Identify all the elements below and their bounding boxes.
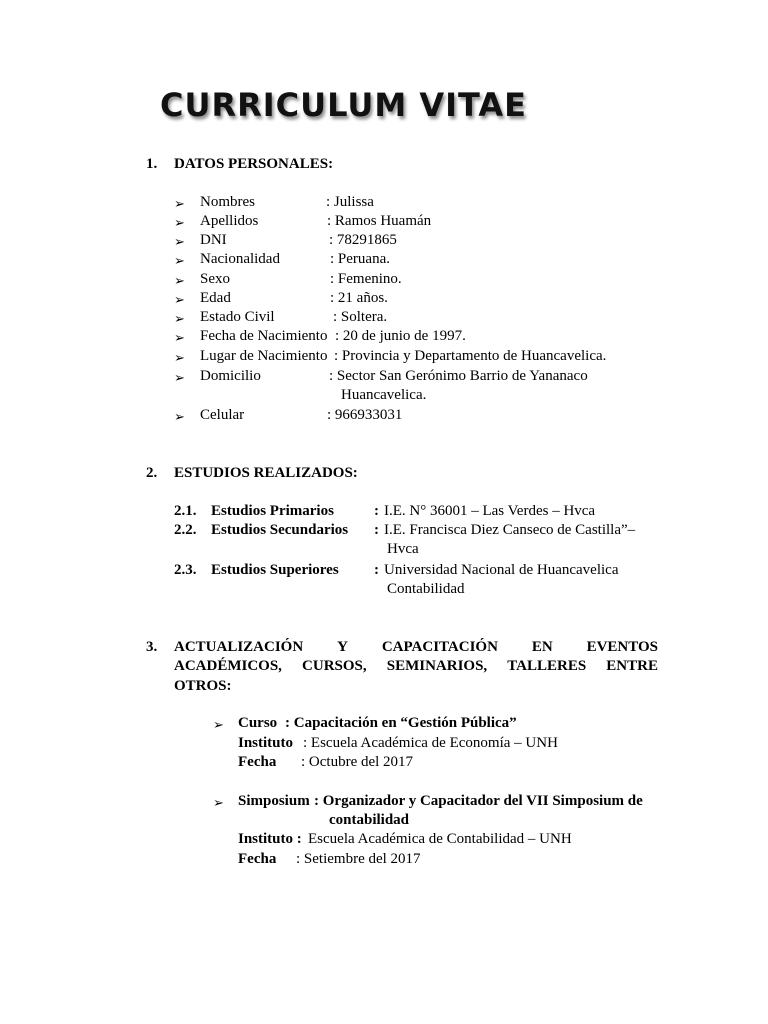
study-value: I.E. Francisca Diez Canseco de Castilla”– <box>384 522 636 538</box>
heading-word: TALLERES <box>507 658 587 674</box>
arrow-bullet-icon: ➢ <box>174 292 185 307</box>
field-value: : Femenino. <box>330 271 402 287</box>
event-date-label: Fecha <box>238 851 277 867</box>
heading-word: SEMINARIOS, <box>386 658 488 674</box>
field-label: Apellidos <box>200 213 259 229</box>
event-date-label: Fecha <box>238 754 277 770</box>
field-label: Celular <box>200 407 245 423</box>
arrow-bullet-icon: ➢ <box>174 234 185 249</box>
study-label: Estudios Secundarios <box>211 522 349 538</box>
field-label: Edad <box>200 290 231 306</box>
field-value-continuation: Huancavelica. <box>341 387 427 403</box>
section-3-heading-line-2 <box>174 657 658 676</box>
heading-word: CAPACITACIÓN <box>381 639 498 655</box>
section-1-number: 1. <box>146 156 158 172</box>
field-label: DNI <box>200 232 227 248</box>
arrow-bullet-icon: ➢ <box>174 196 185 211</box>
event-date-value: : Octubre del 2017 <box>301 754 414 770</box>
field-value: : 21 años. <box>330 290 388 306</box>
heading-word: EN <box>531 639 553 655</box>
study-value: I.E. N° 36001 – Las Verdes – Hvca <box>384 503 596 519</box>
event-date-value: : Setiembre del 2017 <box>296 851 421 867</box>
arrow-bullet-icon: ➢ <box>174 330 185 345</box>
heading-word: EVENTOS <box>586 639 658 655</box>
event-type-label: Simposium <box>238 793 310 809</box>
heading-word: Y <box>337 639 348 655</box>
field-label: Nacionalidad <box>200 251 280 267</box>
field-value: : Julissa <box>326 194 374 210</box>
study-value-continuation: Hvca <box>387 541 419 557</box>
heading-word: CURSOS, <box>302 658 367 674</box>
study-colon: : <box>374 522 379 538</box>
field-value: : Ramos Huamán <box>327 213 432 229</box>
arrow-bullet-icon: ➢ <box>213 717 224 732</box>
field-value: : 966933031 <box>327 407 403 423</box>
field-value: : 20 de junio de 1997. <box>335 328 466 344</box>
heading-word: ACTUALIZACIÓN <box>174 639 304 655</box>
arrow-bullet-icon: ➢ <box>174 350 185 365</box>
event-type-value: : Organizador y Capacitador del VII Simposium de <box>314 793 643 809</box>
field-value: : Sector San Gerónimo Barrio de Yananaco <box>329 368 588 384</box>
study-value-continuation: Contabilidad <box>387 581 465 597</box>
arrow-bullet-icon: ➢ <box>174 311 185 326</box>
study-colon: : <box>374 503 379 519</box>
study-label: Estudios Primarios <box>211 503 334 519</box>
field-value: : Soltera. <box>333 309 388 325</box>
field-label: Nombres <box>200 194 255 210</box>
arrow-bullet-icon: ➢ <box>174 370 185 385</box>
study-label: Estudios Superiores <box>211 562 339 578</box>
event-institute-value: Escuela Académica de Contabilidad – UNH <box>308 831 572 847</box>
field-value: : 78291865 <box>329 232 397 248</box>
field-value: : Peruana. <box>330 251 390 267</box>
section-2-number: 2. <box>146 465 158 481</box>
field-label: Lugar de Nacimiento <box>200 348 328 364</box>
study-colon: : <box>374 562 379 578</box>
section-1-heading: DATOS PERSONALES: <box>174 156 334 172</box>
event-institute-value: : Escuela Académica de Economía – UNH <box>303 735 558 751</box>
field-label: Domicilio <box>200 368 261 384</box>
event-institute-label: Instituto <box>238 735 294 751</box>
study-number: 2.3. <box>174 562 197 578</box>
arrow-bullet-icon: ➢ <box>174 409 185 424</box>
event-institute-label: Instituto : <box>238 831 302 847</box>
section-3-heading-line-1 <box>174 638 658 657</box>
section-2-heading: ESTUDIOS REALIZADOS: <box>174 465 358 481</box>
arrow-bullet-icon: ➢ <box>213 795 224 810</box>
arrow-bullet-icon: ➢ <box>174 215 185 230</box>
field-label: Fecha de Nacimiento <box>200 328 328 344</box>
arrow-bullet-icon: ➢ <box>174 253 185 268</box>
event-type-value-continuation: contabilidad <box>329 812 410 828</box>
field-value: : Provincia y Departamento de Huancavelica. <box>334 348 607 364</box>
event-type-value: : Capacitación en “Gestión Pública” <box>285 715 517 731</box>
study-value: Universidad Nacional de Huancavelica <box>384 562 619 578</box>
heading-word: ENTRE <box>606 658 658 674</box>
section-3-number: 3. <box>146 639 158 655</box>
arrow-bullet-icon: ➢ <box>174 273 185 288</box>
study-number: 2.2. <box>174 522 197 538</box>
field-label: Sexo <box>200 271 230 287</box>
field-label: Estado Civil <box>200 309 275 325</box>
event-type-label: Curso <box>238 715 278 731</box>
study-number: 2.1. <box>174 503 197 519</box>
section-3-heading-line-3: OTROS: <box>174 678 232 694</box>
heading-word: ACADÉMICOS, <box>174 658 282 674</box>
page-title: CURRICULUM VITAE <box>160 86 527 124</box>
